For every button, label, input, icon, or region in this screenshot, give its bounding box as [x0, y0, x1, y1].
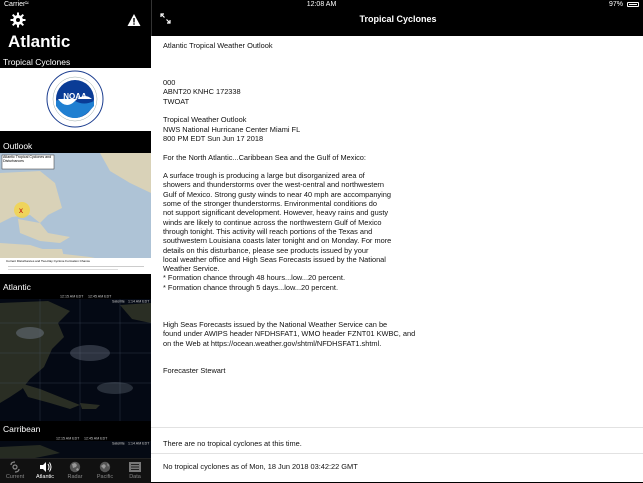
- carrier-label: Carrier: [4, 1, 26, 8]
- satellite-time-2: 12:45 AM EDT: [88, 294, 112, 299]
- noaa-logo-text: NOAA: [63, 92, 87, 101]
- battery-percent: 97%: [608, 1, 623, 8]
- tab-current-label: Current: [5, 474, 25, 480]
- main-panel: [151, 0, 643, 482]
- nav-title: Tropical Cyclones: [359, 14, 437, 24]
- section-label-atlantic: Atlantic: [0, 280, 151, 294]
- carribean-satellite-image: [0, 435, 151, 459]
- outlook-map-caption: Atlantic Tropical Cyclones and Disturbances: [3, 155, 52, 164]
- tropical-cyclones-card[interactable]: [0, 68, 151, 131]
- atlantic-satellite-image: [0, 293, 151, 421]
- tab-pacific-label: Pacific: [96, 474, 114, 480]
- battery-icon: [627, 2, 639, 7]
- tab-atlantic-label: Atlantic: [35, 474, 55, 480]
- no-cyclones-message: There are no tropical cyclones at this time.: [163, 439, 302, 448]
- tab-pacific[interactable]: [90, 459, 120, 483]
- speaker-icon: [38, 461, 52, 473]
- globe-icon: [98, 461, 112, 473]
- satellite-header: Satellite: [112, 299, 125, 304]
- document-icon: [128, 461, 142, 473]
- svg-text:x: x: [19, 206, 23, 215]
- carribean-satellite-card[interactable]: [0, 435, 151, 459]
- outlook-map: [0, 153, 151, 274]
- section-label-carribean: Carribean: [0, 422, 151, 436]
- hurricane-icon: [8, 461, 22, 473]
- no-cyclones-as-of: No tropical cyclones as of Mon, 18 Jun 2018 03:42:22 GMT: [163, 462, 358, 471]
- tab-atlantic[interactable]: [30, 459, 60, 483]
- section-label-outlook: Outlook: [0, 139, 151, 153]
- satellite-time-1: 12:15 AM EDT: [60, 294, 84, 299]
- section-label-tropical-cyclones: Tropical Cyclones: [0, 55, 151, 69]
- divider: [151, 453, 643, 454]
- atlantic-satellite-card[interactable]: [0, 293, 151, 421]
- sidebar-title: Atlantic: [8, 32, 71, 51]
- tab-bar: [0, 458, 151, 483]
- divider: [151, 427, 643, 428]
- carribean-time-2: 12:45 AM EDT: [84, 436, 108, 441]
- noaa-logo: [0, 68, 151, 131]
- carribean-satellite-header: Satellite: [112, 441, 125, 446]
- tab-data[interactable]: [120, 459, 150, 483]
- tab-radar[interactable]: [60, 459, 90, 483]
- outlook-map-card[interactable]: [0, 153, 151, 274]
- outlook-map-footer: Current Disturbances and Two-Day Cyclone Formation Chance: [6, 259, 90, 263]
- tab-radar-label: Radar: [67, 474, 83, 480]
- wifi-icon: ≈: [25, 0, 29, 7]
- tab-data-label: Data: [129, 474, 141, 480]
- warning-icon[interactable]: [127, 13, 141, 27]
- status-bar: [0, 0, 643, 10]
- satellite-time-3: 1:14 AM EDT: [128, 299, 150, 304]
- gear-icon[interactable]: [10, 12, 26, 28]
- status-time: 12:08 AM: [306, 1, 337, 8]
- carribean-time-1: 12:15 AM EDT: [56, 436, 80, 441]
- outlook-text: Atlantic Tropical Weather Outlook 000 ABNT20 KNHC 172338 TWOAT Tropical Weather Outlook NWS National Hurricane Center Miami FL 800 PM EDT Sun Jun 17 2018 For the North Atlantic...Caribbean Sea and the Gulf of Mexico: A surface trough is producing a large but disorganized area of showers and thunderstorms over the west-central and northwestern Gulf of Mexico. Strong gusty winds to near 40 mph are accompanying some of the stronger thunderstorms. Environmental conditions do not support significant development. However, heavy rains and gusty winds are likely to continue across the northwestern Gulf of Mexico through tonight. This activity will reach portions of the Texas and southwestern Louisiana coasts later tonight and on Monday. For more details on this disturbance, please see products issued by your local weather office and High Seas Forecasts issued by the National Weather Service. * Formation chance through 48 hours...low...20 percent. * Formation chance through 5 days...low...20 percent. High Seas Forecasts issued by the National Weather Service can be found under AWIPS header NFDHSFAT1, WMO header FZNT01 KWBC, and on the Web at https://ocean.weather.gov/shtml/NFDHSFAT1.shtml. Forecaster Stewart: [163, 41, 416, 376]
- carribean-time-3: 1:14 AM EDT: [128, 441, 150, 446]
- tab-current[interactable]: [0, 459, 30, 483]
- globe-icon: [68, 461, 82, 473]
- sidebar: [0, 0, 151, 482]
